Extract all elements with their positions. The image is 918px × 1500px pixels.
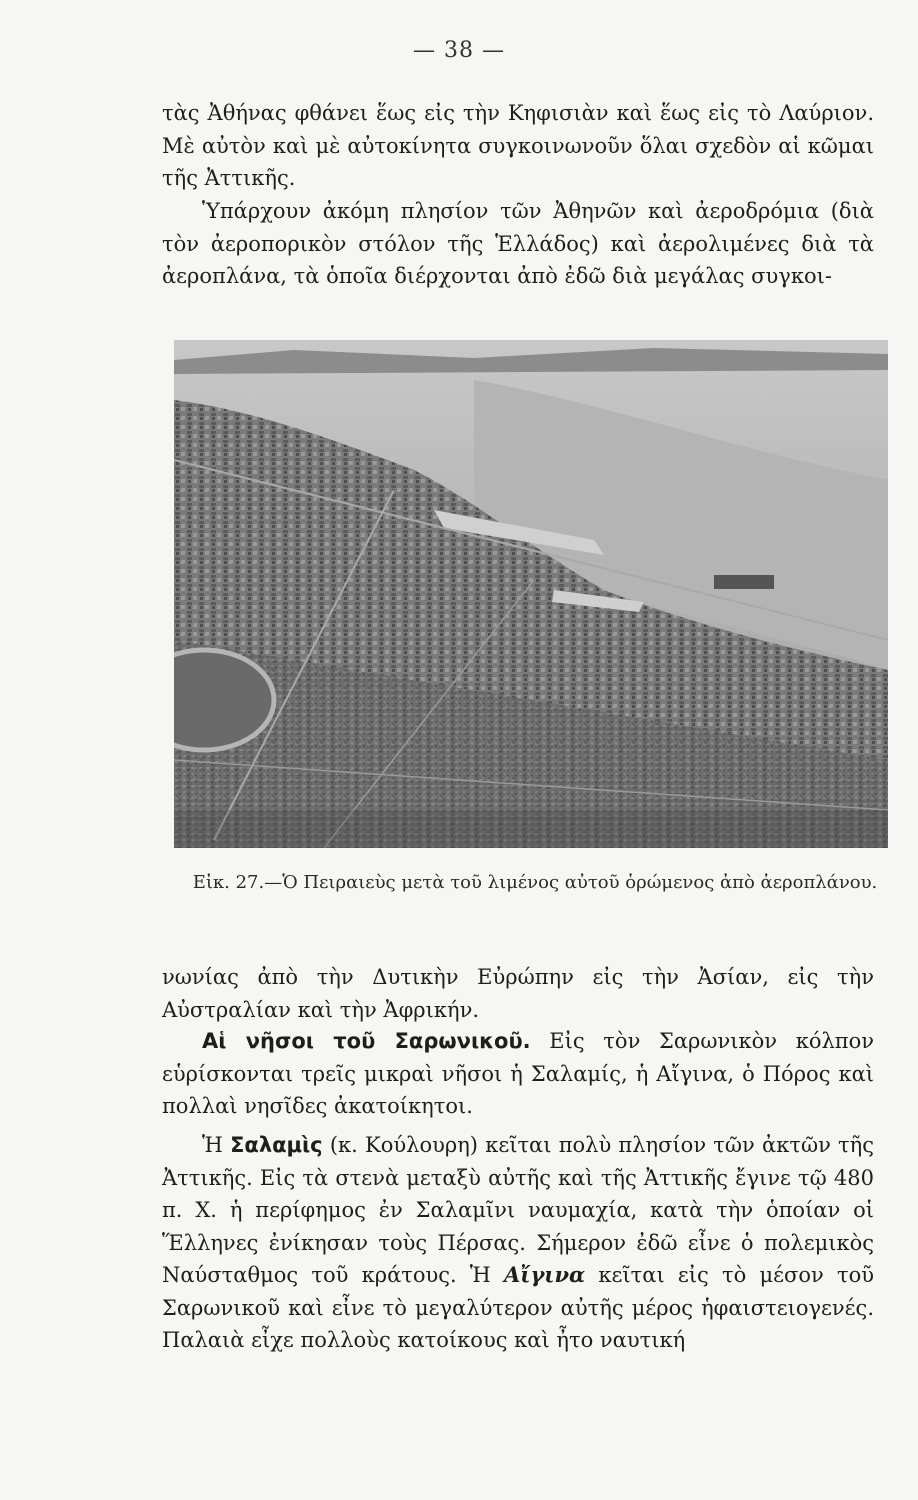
paragraph-4-text: Εἰς τὸν Σαρωνικὸν κόλπον εὑρίσκονται τρεῖς μικραὶ νῆσοι ἡ Σαλαμίς, ἡ Αἴγινα, ὁ Πόρος καὶ πολλαὶ νησῖδες ἀκατοίκητοι.	[162, 1029, 874, 1118]
paragraph-3: νωνίας ἀπὸ τὴν Δυτικὴν Εὐρώπην εἰς τὴν Ἀσίαν, εἰς τὴν Αὐστραλίαν καὶ τὴν Ἀφρικήν.	[162, 965, 874, 1022]
paragraph-5-start: Ἡ	[202, 1133, 231, 1157]
paragraph-5-end: κεῖται εἰς τὸ μέσον τοῦ Σαρωνικοῦ καὶ εἶνε τὸ μεγαλύτερον αὐτῆς μέρος ἡφαιστειογενές. Παλαιὰ εἶχε πολλοὺς κατοίκους καὶ ἦτο ναυτική	[162, 1263, 874, 1352]
term-aegina: Αἴγινα	[503, 1262, 586, 1287]
section-heading-saronic-islands: Αἱ νῆσοι τοῦ Σαρωνικοῦ.	[202, 1029, 531, 1053]
paragraph-5	[162, 1129, 874, 1357]
aerial-photo-image	[174, 340, 888, 848]
page-number: — 38 —	[413, 38, 505, 63]
paragraph-2: Ὑπάρχουν ἀκόμη πλησίον τῶν Ἀθηνῶν καὶ ἀεροδρόμια (διὰ τὸν ἀεροπορικὸν στόλον τῆς Ἑλλάδος) καὶ ἀερολιμένες διὰ τὰ ἀεροπλάνα, τὰ ὁποῖα διέρχονται ἀπὸ ἐδῶ διὰ μεγάλας συγκοι-	[162, 199, 874, 288]
paragraph-4	[162, 1025, 874, 1123]
figure-caption: Εἰκ. 27.—Ὁ Πειραιεὺς μετὰ τοῦ λιμένος αὐτοῦ ὁρώμενος ἀπὸ ἀεροπλάνου.	[192, 872, 878, 893]
paragraph-1: τὰς Ἀθήνας φθάνει ἕως εἰς τὴν Κηφισιὰν καὶ ἕως εἰς τὸ Λαύριον. Μὲ αὐτὸν καὶ μὲ αὐτοκίνητα συγκοινωνοῦν ὅλαι σχεδὸν αἱ κῶμαι τῆς Ἀττικῆς.	[162, 101, 874, 190]
paragraph-5-mid: (κ. Κούλουρη) κεῖται πολὺ πλησίον τῶν ἀκτῶν τῆς Ἀττικῆς. Εἰς τὰ στενὰ μεταξὺ αὐτῆς καὶ τῆς Ἀττικῆς ἔγινε τῷ 480 π. Χ. ἡ περίφημος ἐν Σαλαμῖνι ναυμαχία, κατὰ τὴν ὁποίαν οἱ Ἕλληνες ἐνίκησαν τοὺς Πέρσας. Σήμερον ἐδῶ εἶνε ὁ πολεμικὸς Ναύσταθμος τοῦ κράτους. Ἡ	[162, 1133, 875, 1287]
term-salamis: Σαλαμὶς	[230, 1133, 323, 1157]
piraeus-aerial-photo	[174, 340, 888, 848]
